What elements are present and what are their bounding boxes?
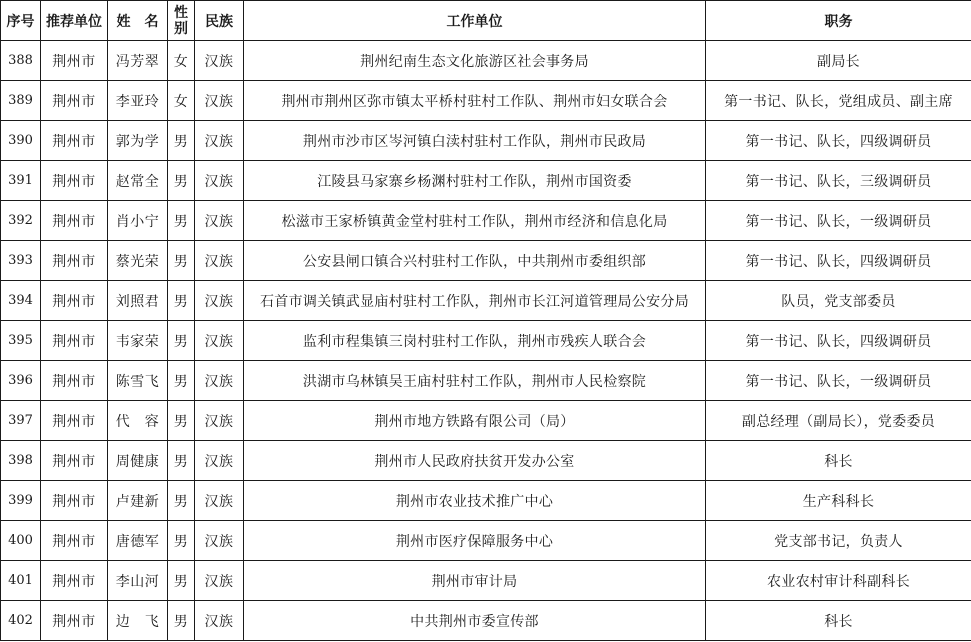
cell-gender: 男 bbox=[168, 361, 195, 401]
cell-workplace: 洪湖市乌林镇吴王庙村驻村工作队，荆州市人民检察院 bbox=[244, 361, 706, 401]
table-row bbox=[1, 281, 971, 321]
cell-position: 第一书记、队长，四级调研员 bbox=[706, 321, 971, 361]
cell-position: 副总经理（副局长），党委委员 bbox=[706, 401, 971, 441]
cell-name: 陈雪飞 bbox=[108, 361, 168, 401]
cell-index: 390 bbox=[1, 121, 41, 161]
cell-ethnicity: 汉族 bbox=[195, 161, 244, 201]
cell-workplace: 江陵县马家寨乡杨渊村驻村工作队，荆州市国资委 bbox=[244, 161, 706, 201]
header-gender-text: 性别 bbox=[174, 4, 188, 37]
table-row bbox=[1, 81, 971, 121]
cell-workplace: 荆州市荆州区弥市镇太平桥村驻村工作队、荆州市妇女联合会 bbox=[244, 81, 706, 121]
table-row bbox=[1, 201, 971, 241]
header-index: 序号 bbox=[1, 1, 41, 41]
cell-workplace: 松滋市王家桥镇黄金堂村驻村工作队，荆州市经济和信息化局 bbox=[244, 201, 706, 241]
cell-position: 农业农村审计科副科长 bbox=[706, 561, 971, 601]
cell-unit: 荆州市 bbox=[41, 121, 108, 161]
header-position: 职务 bbox=[706, 1, 971, 41]
cell-position: 第一书记、队长，三级调研员 bbox=[706, 161, 971, 201]
cell-name: 冯芳翠 bbox=[108, 41, 168, 81]
cell-position: 队员，党支部委员 bbox=[706, 281, 971, 321]
cell-gender: 男 bbox=[168, 321, 195, 361]
header-name: 姓 名 bbox=[108, 1, 168, 41]
cell-index: 402 bbox=[1, 601, 41, 641]
table-row bbox=[1, 601, 971, 641]
cell-ethnicity: 汉族 bbox=[195, 281, 244, 321]
header-workplace: 工作单位 bbox=[244, 1, 706, 41]
table-row bbox=[1, 321, 971, 361]
cell-unit: 荆州市 bbox=[41, 601, 108, 641]
cell-workplace: 荆州市地方铁路有限公司（局） bbox=[244, 401, 706, 441]
cell-index: 396 bbox=[1, 361, 41, 401]
cell-workplace: 公安县闸口镇合兴村驻村工作队，中共荆州市委组织部 bbox=[244, 241, 706, 281]
cell-name: 刘照君 bbox=[108, 281, 168, 321]
cell-name: 唐德军 bbox=[108, 521, 168, 561]
cell-name: 卢建新 bbox=[108, 481, 168, 521]
cell-name: 郭为学 bbox=[108, 121, 168, 161]
header-ethnicity: 民族 bbox=[195, 1, 244, 41]
table-row bbox=[1, 401, 971, 441]
cell-ethnicity: 汉族 bbox=[195, 321, 244, 361]
cell-position: 第一书记、队长，一级调研员 bbox=[706, 201, 971, 241]
cell-ethnicity: 汉族 bbox=[195, 241, 244, 281]
cell-gender: 男 bbox=[168, 401, 195, 441]
cell-ethnicity: 汉族 bbox=[195, 521, 244, 561]
cell-index: 400 bbox=[1, 521, 41, 561]
cell-unit: 荆州市 bbox=[41, 241, 108, 281]
cell-ethnicity: 汉族 bbox=[195, 201, 244, 241]
cell-gender: 男 bbox=[168, 161, 195, 201]
cell-ethnicity: 汉族 bbox=[195, 561, 244, 601]
cell-position: 科长 bbox=[706, 441, 971, 481]
cell-name: 代 容 bbox=[108, 401, 168, 441]
cell-workplace: 荆州市医疗保障服务中心 bbox=[244, 521, 706, 561]
cell-position: 生产科科长 bbox=[706, 481, 971, 521]
cell-index: 395 bbox=[1, 321, 41, 361]
cell-unit: 荆州市 bbox=[41, 441, 108, 481]
table-row bbox=[1, 361, 971, 401]
cell-index: 394 bbox=[1, 281, 41, 321]
cell-ethnicity: 汉族 bbox=[195, 401, 244, 441]
cell-ethnicity: 汉族 bbox=[195, 361, 244, 401]
cell-unit: 荆州市 bbox=[41, 41, 108, 81]
cell-workplace: 荆州市人民政府扶贫开发办公室 bbox=[244, 441, 706, 481]
cell-workplace: 荆州市沙市区岑河镇白渎村驻村工作队，荆州市民政局 bbox=[244, 121, 706, 161]
cell-name: 蔡光荣 bbox=[108, 241, 168, 281]
cell-ethnicity: 汉族 bbox=[195, 81, 244, 121]
cell-unit: 荆州市 bbox=[41, 521, 108, 561]
cell-workplace: 荆州市农业技术推广中心 bbox=[244, 481, 706, 521]
cell-name: 边 飞 bbox=[108, 601, 168, 641]
cell-name: 李亚玲 bbox=[108, 81, 168, 121]
cell-unit: 荆州市 bbox=[41, 401, 108, 441]
cell-name: 周健康 bbox=[108, 441, 168, 481]
cell-unit: 荆州市 bbox=[41, 321, 108, 361]
cell-ethnicity: 汉族 bbox=[195, 601, 244, 641]
cell-position: 党支部书记，负责人 bbox=[706, 521, 971, 561]
table-row bbox=[1, 121, 971, 161]
cell-unit: 荆州市 bbox=[41, 281, 108, 321]
cell-workplace: 石首市调关镇武显庙村驻村工作队，荆州市长江河道管理局公安分局 bbox=[244, 281, 706, 321]
cell-position: 副局长 bbox=[706, 41, 971, 81]
cell-workplace: 中共荆州市委宣传部 bbox=[244, 601, 706, 641]
cell-index: 398 bbox=[1, 441, 41, 481]
cell-position: 第一书记、队长，四级调研员 bbox=[706, 121, 971, 161]
cell-name: 肖小宁 bbox=[108, 201, 168, 241]
cell-name: 李山河 bbox=[108, 561, 168, 601]
cell-index: 401 bbox=[1, 561, 41, 601]
cell-index: 397 bbox=[1, 401, 41, 441]
cell-ethnicity: 汉族 bbox=[195, 481, 244, 521]
cell-position: 第一书记、队长，党组成员、副主席 bbox=[706, 81, 971, 121]
cell-position: 第一书记、队长，四级调研员 bbox=[706, 241, 971, 281]
cell-gender: 男 bbox=[168, 561, 195, 601]
cell-gender: 男 bbox=[168, 121, 195, 161]
cell-unit: 荆州市 bbox=[41, 361, 108, 401]
cell-name: 赵常全 bbox=[108, 161, 168, 201]
cell-unit: 荆州市 bbox=[41, 81, 108, 121]
table-row bbox=[1, 481, 971, 521]
cell-ethnicity: 汉族 bbox=[195, 121, 244, 161]
cell-ethnicity: 汉族 bbox=[195, 41, 244, 81]
cell-index: 388 bbox=[1, 41, 41, 81]
header-row bbox=[1, 1, 971, 41]
table-row bbox=[1, 161, 971, 201]
cell-unit: 荆州市 bbox=[41, 201, 108, 241]
cell-workplace: 荆州纪南生态文化旅游区社会事务局 bbox=[244, 41, 706, 81]
cell-position: 第一书记、队长，一级调研员 bbox=[706, 361, 971, 401]
table-row bbox=[1, 441, 971, 481]
table-row bbox=[1, 561, 971, 601]
cell-position: 科长 bbox=[706, 601, 971, 641]
cell-index: 392 bbox=[1, 201, 41, 241]
cell-unit: 荆州市 bbox=[41, 481, 108, 521]
cell-gender: 女 bbox=[168, 41, 195, 81]
table-row bbox=[1, 241, 971, 281]
cell-unit: 荆州市 bbox=[41, 161, 108, 201]
header-unit: 推荐单位 bbox=[41, 1, 108, 41]
cell-ethnicity: 汉族 bbox=[195, 441, 244, 481]
cell-name: 韦家荣 bbox=[108, 321, 168, 361]
cell-workplace: 监利市程集镇三岗村驻村工作队，荆州市残疾人联合会 bbox=[244, 321, 706, 361]
header-gender bbox=[168, 1, 195, 41]
cell-gender: 男 bbox=[168, 481, 195, 521]
cell-workplace: 荆州市审计局 bbox=[244, 561, 706, 601]
cell-index: 391 bbox=[1, 161, 41, 201]
cell-gender: 男 bbox=[168, 281, 195, 321]
cell-gender: 男 bbox=[168, 521, 195, 561]
cell-index: 393 bbox=[1, 241, 41, 281]
cell-index: 389 bbox=[1, 81, 41, 121]
table-row bbox=[1, 41, 971, 81]
cell-unit: 荆州市 bbox=[41, 561, 108, 601]
cell-gender: 男 bbox=[168, 601, 195, 641]
cell-gender: 男 bbox=[168, 441, 195, 481]
table-row bbox=[1, 521, 971, 561]
cell-gender: 男 bbox=[168, 201, 195, 241]
cell-gender: 女 bbox=[168, 81, 195, 121]
cell-index: 399 bbox=[1, 481, 41, 521]
cell-gender: 男 bbox=[168, 241, 195, 281]
